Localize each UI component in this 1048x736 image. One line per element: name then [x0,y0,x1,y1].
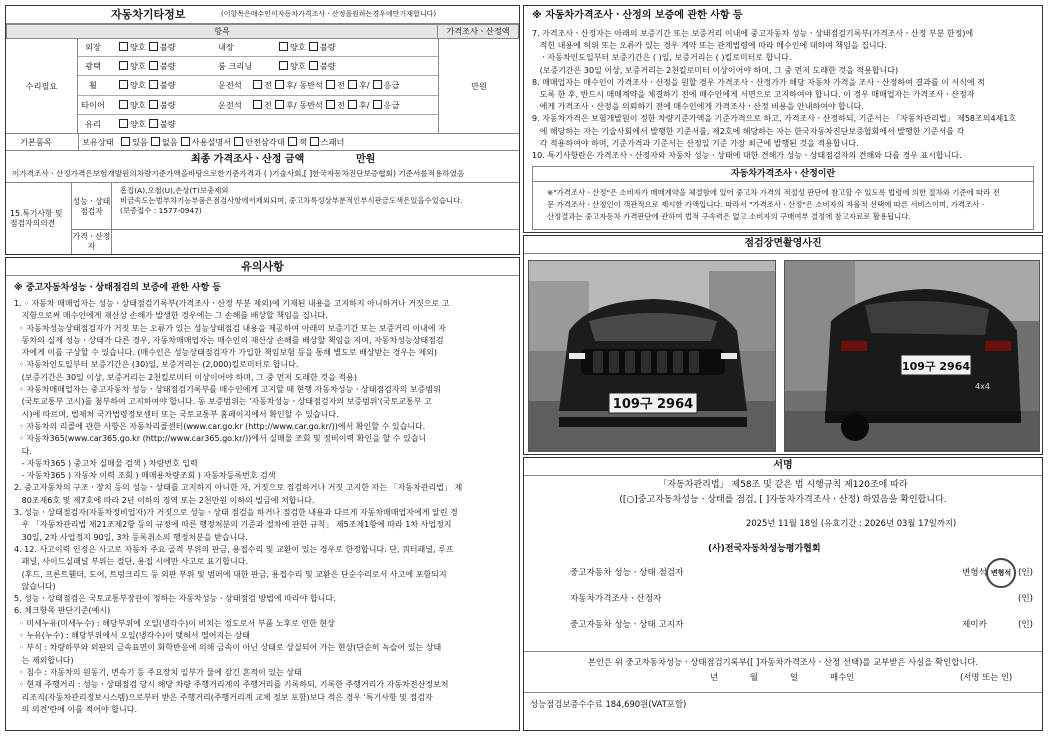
signer-seal: (인) [1018,620,1034,630]
option-label: 후 [285,80,294,91]
guarantee-line: 9. 자동차가격은 보험개발원이 정한 차량기준가액을 기준가격으로 하고, 가격조사ㆍ산정하되, 기준서는 「자동차관리법」 제58조의4제1호 [532,114,1017,124]
basic-item-options [118,137,344,148]
price-guarantee-list [532,28,1040,162]
option-label: 있음 [132,137,148,147]
special-notes-block [6,183,519,254]
receipt-year: 년 [710,672,719,682]
notice-line: ◦ 부식 : 차량하부와 외판의 금속표면이 화학반응에 의해 금속이 아닌 상태로 상실되어 가는 현상(단순히 녹슬어 있는 상태 [14,643,442,653]
option-label: 후 [358,80,367,91]
guarantee-line: (보증기간은 30일 이상, 보증거리는 2천킬로미터 이상이어야 하며, 그 중 먼저 도래한 것을 적용합니다) [532,65,899,75]
option-label: 불량 [159,99,176,110]
option-label: 양호 [290,42,306,52]
guarantee-line: ㆍ자동차인도일부터 보증기간은 ( )일, 보증거리는 ( )킬로미터로 합니다. [532,53,792,63]
option-label: 양호 [130,42,146,52]
notice-line: 1. ◦ 자동차 매매업자는 성능ㆍ상태점검기록부(가격조사ㆍ산정 부분 제외)에 기재된 내용을 고지하지 아니하거나 거짓으로 고 [14,299,450,308]
repair-row [78,57,438,76]
front-plate: 109구 2964 [612,397,694,412]
other-info-header [6,6,519,24]
repair-item-sub: / 동반석 [293,80,323,91]
checkbox-icon[interactable] [119,100,128,109]
other-info-title: 자동차기타정보 [111,8,186,21]
guarantee-line: 10. 특기사항란은 가격조사ㆍ산정자와 자동차 성능ㆍ상태에 대한 견해가 성능ㆍ상태점검자의 견해와 다를 경우 표시합니다. [532,151,962,161]
repair-item-label: 외장 [85,42,101,52]
final-price-block [6,151,519,183]
col-price-header: 가격조사ㆍ산정액 [446,26,510,37]
option-label: 전 [336,80,345,91]
checkbox-icon[interactable] [310,137,319,146]
option-label: 전 [264,99,272,110]
notice-line: (보증기간은 30일 이상, 보증거리는 2천킬로미터 이상이어야 하며, 그 중 먼저 도래한 것을 적용) [14,372,357,382]
col-item-header: 항목 [214,26,230,37]
repair-item-label: 룸 크리닝 [218,61,253,72]
checkbox-icon[interactable] [149,61,158,70]
signature-title: 서명 [524,458,1042,476]
notice-panel [5,257,520,731]
signer-label: 중고자동차 성능ㆍ상태 점검자 [570,568,684,578]
notice-line: 30일, 2차 사업정지 90일, 3차 등록취소의 행정처분을 받습니다. [14,532,248,542]
notice-line: ◦ 자동차365(www.car365.go.kr (http://www.car365.go.kr/))에서 실매물 조회 및 정비이력 확인을 할 수 있습니 [14,434,427,444]
option-label: 불량 [159,80,176,91]
box-text-2: 문 가격조사ㆍ산정인이 객관적으로 제시한 가액입니다. 따라서 "가격조사ㆍ산정"은 소비자의 자율적 선택에 따른 서비스이며, 가격조사ㆍ [547,200,987,209]
special-notes-label: 15.특기사항 및 점검자의의견 [10,208,63,228]
notice-line: 동차의 실제 성능ㆍ상태가 다른 경우, 자동차매매업자는 매수인의 재산상 손해를 배상할 책임을 지며, 자동차성능상태점검 [14,335,444,345]
checkbox-icon[interactable] [119,42,128,51]
perf-note-3: (보증접수 : 1577-0947) [120,206,202,215]
other-info-note: (이항목은매수인이자동차가격조사ㆍ산정을원하는경우에만기재합니다) [221,10,437,18]
notice-line: 6. 체크항목 판단기준(예시) [14,606,111,616]
option-label: 전 [336,99,345,110]
price-assessor-label: 가격ㆍ산정자 [72,232,111,251]
notice-line: - 자동차365 ) 중고차 실매물 검색 ) 차량번호 입력 [14,458,198,468]
repair-item-sub: / [366,99,370,110]
repair-item-options [116,119,176,130]
checkbox-icon[interactable] [234,137,243,146]
option-label: 양호 [130,80,146,91]
price-unit: 만원 [471,80,487,91]
notice-line: ◦ 자동차의 리콜에 관한 사항은 자동차리콜센터(www.car.go.kr (http://www.car.go.kr/))에서 확인할 수 있습니다. [14,421,426,431]
option-label: 잭 [298,137,307,147]
option-label: 불량 [159,61,176,72]
checkbox-icon[interactable] [326,100,335,109]
repair-item-options [116,42,176,53]
price-guarantee-panel [523,5,1043,233]
option-label: 양호 [130,99,146,110]
option-label: 없음 [161,137,178,147]
photo-title: 점검장면촬영사진 [524,236,1042,254]
notice-line: 자에게 이를 구상할 수 있습니다. (매수인은 성능상태점검자가 가입한 책임보험 등을 통해 별도로 배상받는 경우는 제외) [14,348,437,358]
notice-line: 우 「자동차관리법 제21조제2항 등의 규정에 따른 행정처분의 기준과 절차에 관한 규칙」 제5조제1항에 따라 1차 사업정지 [14,520,452,530]
repair-needed-block [6,38,519,134]
receipt-month: 월 [750,672,759,682]
repair-item-options [250,80,399,91]
option-label: 안전삼각대 [245,137,285,147]
notice-line: 3. 성능ㆍ상태점검자(자동차정비업자)가 거짓으로 성능ㆍ상태 점검을 하거나 점검한 내용과 다르게 자동차매매업자에게 알린 경 [14,508,458,518]
notice-line: 않습니다) [14,581,56,591]
front-photo [528,260,776,452]
repair-item-options [250,100,399,111]
notice-line: 80조제6호 및 제7호에 따라 2년 이하의 징역 또는 2천만원 이하의 벌금에 처합니다. [14,495,315,505]
receipt-line: 본인은 위 중고자동차성능ㆍ상태점검기록부([ ]자동차가격조사ㆍ산정 선택)를 교부받은 사실을 확인합니다. [587,657,979,667]
option-label: 불량 [159,42,176,52]
signer-label: 중고자동차 성능ㆍ상태 고지자 [570,620,684,630]
checkbox-icon[interactable] [348,100,357,109]
notice-line: - 자동차365 ) 자동차 이력 조회 ) 매매용차량조회 ) 자동차등록번호 검색 [14,471,276,481]
repair-item-label: 내장 [218,42,234,52]
price-assessment-box [532,166,1034,230]
option-label: 양호 [290,61,306,72]
basic-items-row [6,134,519,151]
repair-item-label: 광택 [85,61,101,72]
guarantee-line: 7. 가격조사ㆍ산정자는 아래의 보증기간 또는 보증거리 이내에 중고자동차 성능ㆍ상태점검기록부(가격조사ㆍ산정 부분 한정)에 [532,29,974,38]
date-line: 2025년 11월 18일 (유효기간 : 2026년 03월 17일까지) [746,518,957,528]
notice-line: ◦ 누유(누수) : 해당부위에서 오일(냉각수)이 맺혀서 떨어지는 상태 [14,631,250,641]
rear-plate: 109구 2964 [901,360,971,373]
guarantee-line: 각 적용하여야 하며, 기준가격과 기준서는 산정일 기준 가장 최근에 발행된 것을 적용합니다. [532,138,859,148]
photo-panel [523,235,1043,455]
guarantee-line: 8. 매매업자는 매수인이 가격조사ㆍ산정을 원할 경우 가격조사ㆍ산정가가 해당 자동차 가격을 조사ㆍ산정하여 결과를 이 서식에 적 [532,77,985,87]
repair-row [78,76,438,95]
checkbox-icon[interactable] [275,80,284,89]
receipt-sign: (서명 또는 인) [960,672,1013,682]
other-info-table [6,24,519,39]
repair-item-options [116,100,176,111]
checkbox-icon[interactable] [288,137,297,146]
vehicle-other-info-panel [5,5,520,255]
repair-row [78,96,438,115]
notice-line: 의 의견'란에 이를 적어야 합니다. [14,704,138,714]
option-label: 양호 [130,118,146,129]
notice-line: (국토교통부 고시)를 첨부하여 고지하여야 합니다. 동 보증범위는 '자동차성능ㆍ상태점검자의 보증범위'(국토교통부 고 [14,397,432,407]
final-price-unit: 만원 [356,154,376,165]
checkbox-icon[interactable] [279,42,288,51]
notice-list [14,298,514,716]
signer-seal: (인) [1018,594,1034,604]
price-assessment-box-title: 자동차가격조사ㆍ산정이란 [533,167,1033,182]
checkbox-icon[interactable] [279,61,288,70]
receipt-buyer: 매수인 [830,672,855,682]
repair-needed-label: 수리필요 [25,80,58,91]
notice-title: 유의사항 [6,258,519,276]
notice-line: ◦ 자동차성능상태점검자가 거짓 또는 오류가 있는 성능상태점검 내용을 제공하여 아래의 보증기간 또는 보증거리 이내에 자 [14,323,446,333]
notice-line: 5. 성능ㆍ상태점검은 국토교통부장관이 정하는 자동차성능ㆍ상태점검 방법에 따라야 합니다. [14,594,336,604]
performance-inspector-label: 성능ㆍ상태 점검자 [72,196,111,216]
notice-line: 2. 중고자동차의 구조ㆍ장치 등의 성능ㆍ상태를 고지하지 아니한 자, 거짓으로 점검하거나 거짓 고지한 자는 「자동차관리법」 제 [14,483,463,493]
basic-items-sub: 보유상태 [82,137,114,147]
notice-line: 패널, 사이드실패널 부위는 절단, 용접 시에만 사고로 표기합니다. [14,557,248,567]
law-line-1: 「자동차관리법」 제58조 및 같은 법 시행규칙 제120조에 따라 [658,480,908,490]
notice-line: 지함으로써 매수인에게 재산상 손해가 발생한 경우에는 그 손해를 배상할 책임을 집니다. [14,311,328,321]
option-label: 후 [285,99,294,110]
price-assessment-box-text [547,187,1000,223]
seal-stamp-text: 변형석 [990,569,1012,577]
repair-row [78,38,438,57]
notice-line: (후드, 프론트휀더, 도어, 트렁크리드 등 외판 부위 및 범퍼에 대한 판금, 용접수리 및 교환은 단순수리로서 사고에 포함되지 [14,569,447,579]
checkbox-icon[interactable] [373,100,382,109]
checkbox-icon[interactable] [326,80,335,89]
perf-note-2: 비금속도는벌부차기능부품은점검사항에서제외되며, 중고차특성상부분적인부식판금도색은있을수있습니다. [120,196,463,205]
repair-item-options [276,61,336,72]
signer-label: 자동차가격조사ㆍ산정자 [570,594,662,604]
notice-line: ◦ 현재 주행거리 : 성능ㆍ상태점검 당시 해당 차량 주행거리계의 주행거리를 기록하되, 기록한 주행거리가 자동차전산정보처 [14,680,449,690]
repair-item-label: 운전석 [218,80,242,91]
checkbox-icon[interactable] [181,137,190,146]
option-label: 전 [264,80,272,91]
option-label: 스패너 [320,137,345,147]
repair-item-label: 타이어 [81,99,105,110]
notice-line: ◦ 자동차매매업자는 중고자동차 성능ㆍ상태점검기록부를 매수인에게 고지할 때 현행 자동차성능ㆍ상태점검자의 보증범위 [14,385,441,395]
guarantee-line: 에게 가격조사ㆍ산정을 의뢰하기 전에 매수인에게 가격조사ㆍ산정 비용을 안내하여야 합니다. [532,102,864,112]
checkbox-icon[interactable] [151,137,160,146]
checkbox-icon[interactable] [119,80,128,89]
inspection-fee: 성능점검보증수수료 184,690원(VAT포함) [530,699,687,709]
signer-seal: (인) [1018,568,1034,578]
org-name: (사)전국자동차성능평가협회 [708,544,821,554]
basic-items-label: 기본품목 [20,137,52,147]
final-price-note: 이가격조사ㆍ산정가격은보험개발원의차량기준가액을바탕으로한기준가격과 ( )기술사회,[ ]한국자동차진단보증협회) 기준서를적용하였음 [12,169,465,178]
signer-name: 변형석 [962,568,987,578]
perf-note-1: 흠집(A),오철(U),손상(T)보충제외 [120,186,229,195]
checkbox-icon[interactable] [309,42,318,51]
repair-item-sub: / [366,80,370,91]
repair-item-sub: / 동반석 [293,99,323,110]
checkbox-icon[interactable] [253,80,262,89]
notice-line: 4. 12. 사고이력 인정은 사고로 자동차 주요 골격 부위의 판금, 용접수리 및 교환이 있는 경우로 한정합니다. 단, 쿼터패널, 루프 [14,544,454,554]
checkbox-icon[interactable] [149,42,158,51]
box-text-3: 산정결과는 중고자동차 가격판단에 관하여 법적 구속력은 없고 소비자의 구매여부 결정에 참고자료로 활용됩니다. [547,212,911,221]
final-price-title: 최종 가격조사ㆍ산정 금액 [191,154,305,165]
repair-item-label: 유리 [85,118,101,129]
repair-row [78,115,438,134]
notice-line: 리조직(자동차관리정보시스템)으로부터 받은 주행거리(주행거리계 교체 정보 포함)보다 적은 경우 '특기사항 및 점검자 [14,692,433,702]
option-label: 불량 [159,118,176,129]
checkbox-icon[interactable] [119,61,128,70]
badge-4x4: 4x4 [975,382,990,391]
checkbox-icon[interactable] [121,137,130,146]
checkbox-icon[interactable] [348,80,357,89]
receipt-day: 일 [790,672,799,682]
notice-line: 다. [14,446,32,456]
option-label: 불량 [319,42,336,52]
law-line-2: ([○]중고자동차성능ㆍ상태를 점검, [ ]자동차가격조사ㆍ산정) 하였음을 확인합니다. [619,495,947,505]
notice-line: ◦ 자동차인도일부터 보증기간은 (30)일, 보증거리는 (2,000)킬로미터로 합니다. [14,360,299,370]
seal-stamp-icon [986,558,1016,588]
repair-item-options [116,61,176,72]
guarantee-line: 에 해당하는 자는 기술사회에서 발행한 기준서를, 제2호에 해당하는 자는 한국자동차진단보증협회에서 발행한 기준서를 각 [532,126,965,136]
option-label: 후 [358,99,367,110]
receipt-date-row [524,672,1042,686]
signature-panel [523,457,1043,731]
notice-line: 는 제외합니다) [14,655,74,665]
checkbox-icon[interactable] [309,61,318,70]
guarantee-line: 도록 한 후, 반드시 매매계약을 체결하기 전에 매수인에게 서면으로 고지하여야 합니다. 이 경우 매매업자는 가격조사ㆍ산정자 [532,90,975,100]
option-label: 사용설명서 [191,137,232,147]
checkbox-icon[interactable] [149,100,158,109]
checkbox-icon[interactable] [253,100,262,109]
checkbox-icon[interactable] [149,80,158,89]
repair-item-options [276,42,336,53]
notice-line: 시)에 따르며, 법제처 국가법령정보센터 또는 국토교통부 홈페이지에서 확인할 수 있습니다. [14,409,339,419]
checkbox-icon[interactable] [119,119,128,128]
checkbox-icon[interactable] [149,119,158,128]
guarantee-line: 적힌 내용에 허위 또는 오류가 있는 경우 계약 또는 관계법령에 따라 매수인에 대하여 책임을 집니다. [532,41,887,51]
option-label: 응급 [383,99,400,110]
repair-item-options [116,80,176,91]
option-label: 불량 [319,61,336,72]
repair-item-label: 휠 [89,80,97,91]
box-text-1: ※"가격조사ㆍ산정"은 소비자가 매매계약을 체결함에 있어 중고차 가격의 적절성 판단에 참고할 수 있도록 법령에 의한 절차와 기준에 따라 전 [547,188,1000,197]
checkbox-icon[interactable] [373,80,382,89]
repair-item-label: 운전석 [218,99,242,110]
checkbox-icon[interactable] [275,100,284,109]
repair-rows [78,38,438,134]
rear-photo [784,260,1040,452]
signer-name: 제이카 [962,620,987,630]
option-label: 응급 [383,80,400,91]
notice-subtitle: ※ 중고자동차성능ㆍ상태점검의 보증에 관한 사항 등 [14,283,221,293]
notice-line: ◦ 침수 : 자동차의 원동기, 변속기 등 주요장치 일부가 물에 잠긴 흔적이 있는 상태 [14,667,302,677]
option-label: 양호 [130,61,146,72]
price-guarantee-title: ※ 자동차가격조사ㆍ산정의 보증에 관한 사항 등 [532,10,743,21]
notice-line: ◦ 미세누유(미세누수) : 해당부위에 오일(냉각수)이 비치는 정도로서 부품 노후로 인한 현상 [14,618,335,628]
